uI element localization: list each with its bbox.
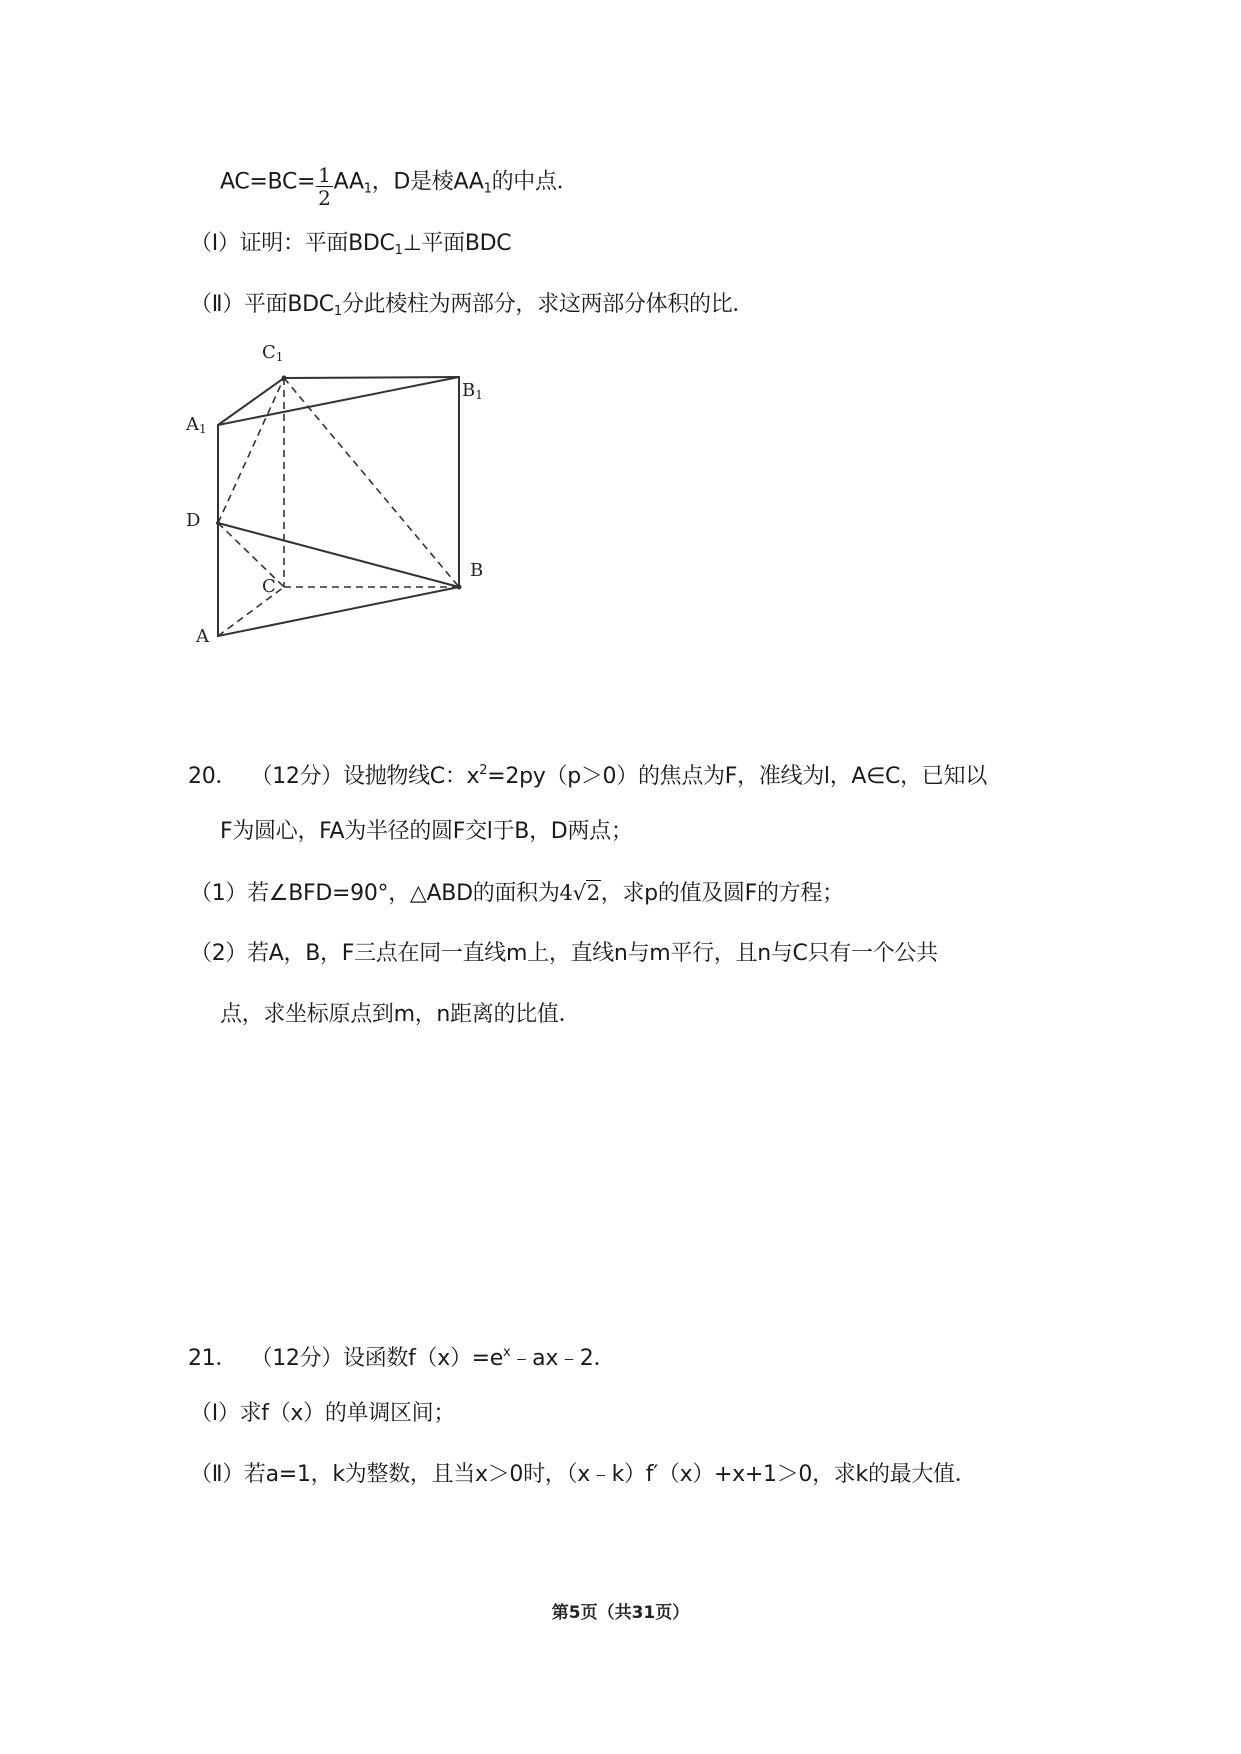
sqrt-icon: √2 — [572, 881, 600, 905]
fraction-one-half — [316, 164, 332, 209]
problem20-part2-line2: 点，求坐标原点到m，n距离的比值． — [220, 1002, 581, 1027]
problem-number: 20． — [188, 764, 238, 789]
label-a: A — [196, 626, 209, 647]
edge-a1-b1 — [218, 377, 459, 425]
edge-c1-b1 — [284, 377, 459, 378]
part1-suffix: ⊥平面BDC — [402, 231, 512, 256]
problem20-line1 — [188, 757, 987, 791]
problem19-condition-line — [220, 160, 579, 210]
condition-suffix: 的中点． — [491, 169, 579, 195]
subscript: 1 — [363, 181, 372, 197]
part2-prefix: （Ⅱ）平面BDC — [190, 292, 334, 317]
problem21-part1: （Ⅰ）求f（x）的单调区间； — [190, 1401, 456, 1426]
part1-suffix: ，求p的值及圆F的方程； — [600, 881, 844, 906]
problem-number: 21． — [188, 1346, 238, 1371]
condition-prefix: AC=BC= — [220, 169, 316, 195]
label-d: D — [186, 510, 201, 531]
problem21-line1 — [188, 1339, 615, 1373]
problem-text: 设抛物线C：x — [343, 764, 480, 789]
edge-d-c1 — [218, 378, 284, 523]
edge-a-b — [218, 587, 459, 636]
page-number-footer: 第5页（共31页） — [551, 1603, 690, 1623]
fraction-numerator: 1 — [318, 163, 331, 187]
label-b: B — [470, 560, 484, 581]
part1-prefix: （Ⅰ）证明：平面BDC — [190, 231, 395, 256]
problem-text: ﹣ax﹣2． — [510, 1346, 616, 1371]
problem19-part2 — [190, 291, 754, 326]
part1-prefix: （1）若∠BFD=90°，△ABD的面积为 — [190, 881, 560, 906]
problem-score: （12分） — [250, 1346, 343, 1371]
subscript: 1 — [333, 304, 342, 319]
problem-text: 设函数f（x）=e — [343, 1346, 504, 1371]
edge-c1-b — [284, 378, 459, 587]
condition-mid: ，D是棱AA — [371, 169, 484, 195]
four-root-two: 4√2 — [559, 881, 600, 905]
label-a1: A1 — [186, 414, 207, 436]
edge-d-b — [218, 523, 459, 587]
problem19-part1 — [190, 230, 511, 265]
problem-score: （12分） — [250, 764, 343, 789]
label-c: C — [262, 576, 276, 597]
segment-aa: AA — [333, 169, 364, 195]
problem-text: =2py（p＞0）的焦点为F，准线为l，A∈C，已知以 — [487, 764, 987, 789]
prism-diagram — [170, 340, 510, 660]
problem20-part1 — [190, 879, 844, 908]
label-c1: C1 — [262, 342, 284, 364]
prism-figure — [170, 340, 510, 660]
superscript: x — [503, 1345, 511, 1360]
subscript: 1 — [394, 243, 403, 258]
problem20-line2: F为圆心，FA为半径的圆F交l于B，D两点； — [220, 819, 633, 844]
label-b1: B1 — [462, 380, 483, 402]
subscript: 1 — [483, 181, 492, 197]
fraction-denominator: 2 — [318, 186, 331, 210]
problem20-part2-line1: （2）若A，B，F三点在同一直线m上，直线n与m平行，且n与C只有一个公共 — [190, 941, 938, 966]
problem21-part2: （Ⅱ）若a=1，k为整数，且当x＞0时，（x﹣k）f′（x）+x+1＞0，求k的最大值． — [190, 1462, 977, 1487]
superscript: 2 — [479, 763, 488, 778]
part2-suffix: 分此棱柱为两部分，求这两部分体积的比． — [341, 292, 755, 317]
